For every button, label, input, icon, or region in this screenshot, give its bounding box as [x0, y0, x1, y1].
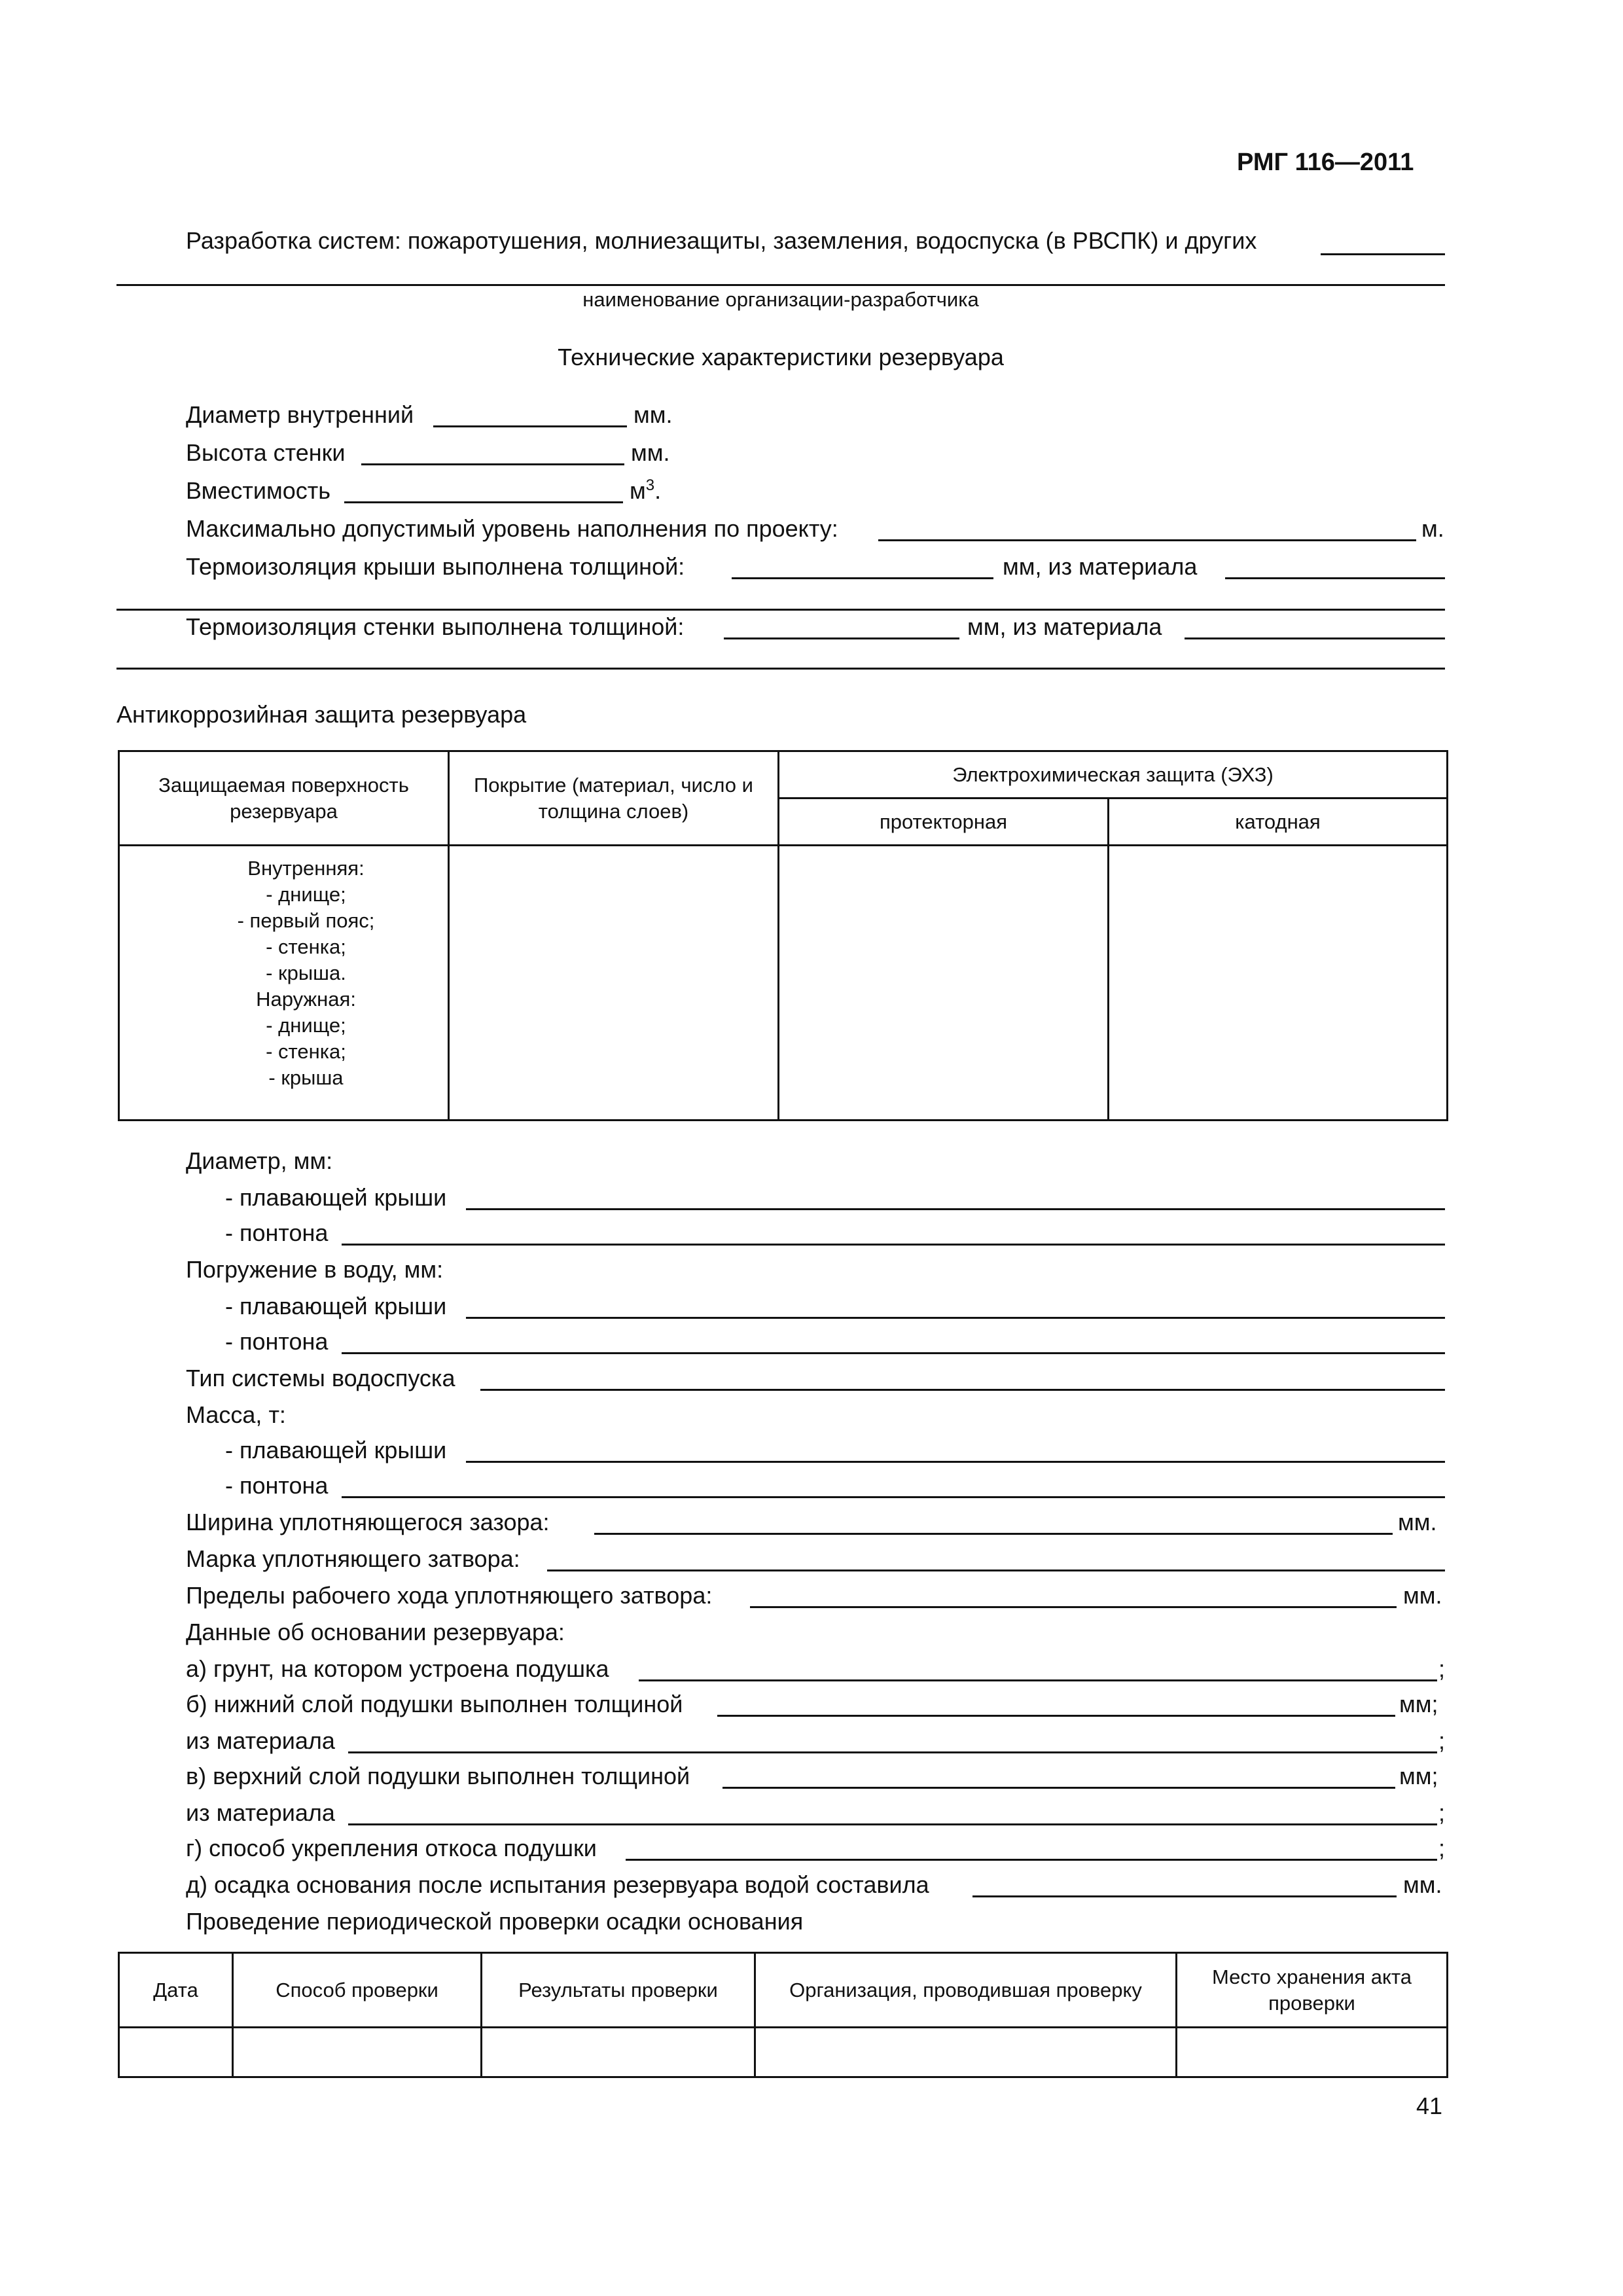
base-c-material-field[interactable]: [348, 1823, 1437, 1825]
doc-id: РМГ 116—2011: [1237, 149, 1414, 176]
col-act-storage-header: Место хранения акта проверки: [1177, 1953, 1448, 2028]
base-c-label: в) верхний слой подушки выполнен толщиной: [186, 1763, 690, 1789]
check-table: [118, 1952, 1448, 2078]
seal-travel-label: Пределы рабочего хода уплотняющего затвора:: [186, 1582, 713, 1609]
mass-pontoon-field[interactable]: [342, 1496, 1445, 1498]
base-b-field[interactable]: [717, 1715, 1395, 1717]
mass-floating-roof-field[interactable]: [466, 1461, 1445, 1463]
col-coating-header: Покрытие (материал, число и толщина слоев): [449, 751, 779, 846]
developers-field[interactable]: [1321, 253, 1445, 255]
seal-gap-label: Ширина уплотняющегося зазора:: [186, 1509, 550, 1535]
base-e-label: д) осадка основания после испытания резервуара водой составила: [186, 1871, 929, 1898]
diameter-unit: мм.: [633, 401, 673, 428]
base-a-end: ;: [1438, 1655, 1446, 1682]
base-b-end: мм;: [1399, 1691, 1438, 1717]
base-e-field[interactable]: [972, 1895, 1397, 1897]
base-a-label: а) грунт, на котором устроена подушка: [186, 1655, 609, 1682]
roof-insulation-material-field[interactable]: [1225, 577, 1445, 579]
base-d-field[interactable]: [626, 1859, 1437, 1861]
base-c-field[interactable]: [722, 1787, 1395, 1789]
immersion-title: Погружение в воду, мм:: [186, 1256, 444, 1283]
seal-travel-unit: мм.: [1403, 1582, 1442, 1609]
results-cell[interactable]: [482, 2028, 755, 2077]
wall-height-field[interactable]: [361, 463, 624, 465]
immersion-floating-roof-field[interactable]: [466, 1317, 1445, 1319]
max-level-field[interactable]: [878, 539, 1416, 541]
surface-item: - днище;: [266, 1014, 346, 1037]
wall-insulation-material-field[interactable]: [1185, 637, 1445, 639]
wall-insulation-unit: мм, из материала: [967, 613, 1162, 640]
immersion-floating-roof-label: - плавающей крыши: [225, 1293, 447, 1319]
surface-item: - крыша: [268, 1066, 344, 1089]
diameter-floating-roof-field[interactable]: [466, 1208, 1445, 1210]
wall-insulation-thickness-field[interactable]: [724, 637, 959, 639]
drain-type-label: Тип системы водоспуска: [186, 1365, 455, 1391]
base-title: Данные об основании резервуара:: [186, 1619, 565, 1645]
surface-item: - стенка;: [266, 1040, 346, 1063]
diameter-floating-roof-label: - плавающей крыши: [225, 1184, 447, 1211]
table-row: [119, 2028, 1448, 2077]
anticorrosion-table: [118, 750, 1448, 1121]
wall-insulation-label: Термоизоляция стенки выполнена толщиной:: [186, 613, 685, 640]
roof-insulation-thickness-field[interactable]: [732, 577, 993, 579]
base-b-material-end: ;: [1438, 1727, 1446, 1754]
surface-item: - крыша.: [266, 961, 346, 984]
roof-insulation-material-line2[interactable]: [116, 609, 1445, 611]
base-b-label: б) нижний слой подушки выполнен толщиной: [186, 1691, 683, 1717]
mass-title: Масса, т:: [186, 1401, 286, 1428]
surface-item: Внутренняя:: [247, 857, 365, 880]
seal-gap-field[interactable]: [594, 1533, 1393, 1535]
diameter-label: Диаметр внутренний: [186, 401, 414, 428]
col-method-header: Способ проверки: [233, 1953, 482, 2028]
immersion-pontoon-label: - понтона: [225, 1328, 329, 1355]
method-cell[interactable]: [233, 2028, 482, 2077]
cathodic-cell[interactable]: [1109, 846, 1448, 1121]
mass-floating-roof-label: - плавающей крыши: [225, 1437, 447, 1463]
mass-pontoon-label: - понтона: [225, 1472, 329, 1499]
developers-label: Разработка систем: пожаротушения, молниезащиты, заземления, водоспуска (в РВСПК) и других: [186, 227, 1257, 254]
col-protector-header: протекторная: [779, 798, 1109, 846]
base-c-end: мм;: [1399, 1763, 1438, 1789]
developers-caption: наименование организации-разработчика: [582, 288, 979, 311]
seal-gap-unit: мм.: [1398, 1509, 1437, 1535]
wall-height-label: Высота стенки: [186, 439, 346, 466]
base-d-label: г) способ укрепления откоса подушки: [186, 1835, 597, 1861]
seal-travel-field[interactable]: [750, 1606, 1397, 1608]
col-results-header: Результаты проверки: [482, 1953, 755, 2028]
drain-type-field[interactable]: [480, 1389, 1445, 1391]
act-storage-cell[interactable]: [1177, 2028, 1448, 2077]
col-ehz-header: Электрохимическая защита (ЭХЗ): [779, 751, 1448, 798]
base-d-end: ;: [1438, 1835, 1446, 1861]
tech-title: Технические характеристики резервуара: [558, 344, 1004, 370]
date-cell[interactable]: [119, 2028, 233, 2077]
surface-item: - днище;: [266, 883, 346, 906]
immersion-pontoon-field[interactable]: [342, 1352, 1445, 1354]
wall-height-unit: мм.: [631, 439, 670, 466]
max-level-unit: м.: [1421, 515, 1444, 542]
surface-item: Наружная:: [256, 988, 356, 1011]
col-surface-header: Защищаемая поверхность резервуара: [119, 751, 449, 846]
diameter-field[interactable]: [433, 425, 627, 427]
protector-cell[interactable]: [779, 846, 1109, 1121]
diameter-pontoon-label: - понтона: [225, 1219, 329, 1246]
seal-brand-field[interactable]: [547, 1570, 1445, 1571]
capacity-field[interactable]: [344, 501, 623, 503]
col-cathodic-header: катодная: [1109, 798, 1448, 846]
capacity-unit: $м^3$.: [630, 476, 662, 504]
anticorrosion-title: Антикоррозийная защита резервуара: [116, 701, 527, 728]
capacity-label: Вместимость: [186, 477, 330, 504]
base-c-material-end: ;: [1438, 1799, 1446, 1826]
max-level-label: Максимально допустимый уровень наполнения по проекту:: [186, 515, 838, 542]
surface-list-cell: [119, 846, 449, 1121]
table-row: [119, 846, 1448, 1121]
roof-insulation-label: Термоизоляция крыши выполнена толщиной:: [186, 553, 685, 580]
col-date-header: Дата: [119, 1953, 233, 2028]
base-a-field[interactable]: [639, 1679, 1437, 1681]
diameter-title: Диаметр, мм:: [186, 1147, 333, 1174]
base-b-material-field[interactable]: [348, 1751, 1437, 1753]
col-organization-header: Организация, проводившая проверку: [755, 1953, 1177, 2028]
base-c-material-label: из материала: [186, 1799, 335, 1826]
organization-cell[interactable]: [755, 2028, 1177, 2077]
page-number: 41: [1416, 2092, 1443, 2119]
wall-insulation-material-line2[interactable]: [116, 668, 1445, 670]
seal-brand-label: Марка уплотняющего затвора:: [186, 1545, 520, 1572]
base-e-end: мм.: [1403, 1871, 1442, 1898]
base-b-material-label: из материала: [186, 1727, 335, 1754]
surface-item: - стенка;: [266, 935, 346, 958]
surface-item: - первый пояс;: [237, 909, 375, 932]
roof-insulation-unit: мм, из материала: [1003, 553, 1198, 580]
diameter-pontoon-field[interactable]: [342, 1244, 1445, 1246]
periodic-title: Проведение периодической проверки осадки основания: [186, 1908, 804, 1935]
developers-field-line2[interactable]: [116, 284, 1445, 286]
coating-cell[interactable]: [449, 846, 779, 1121]
